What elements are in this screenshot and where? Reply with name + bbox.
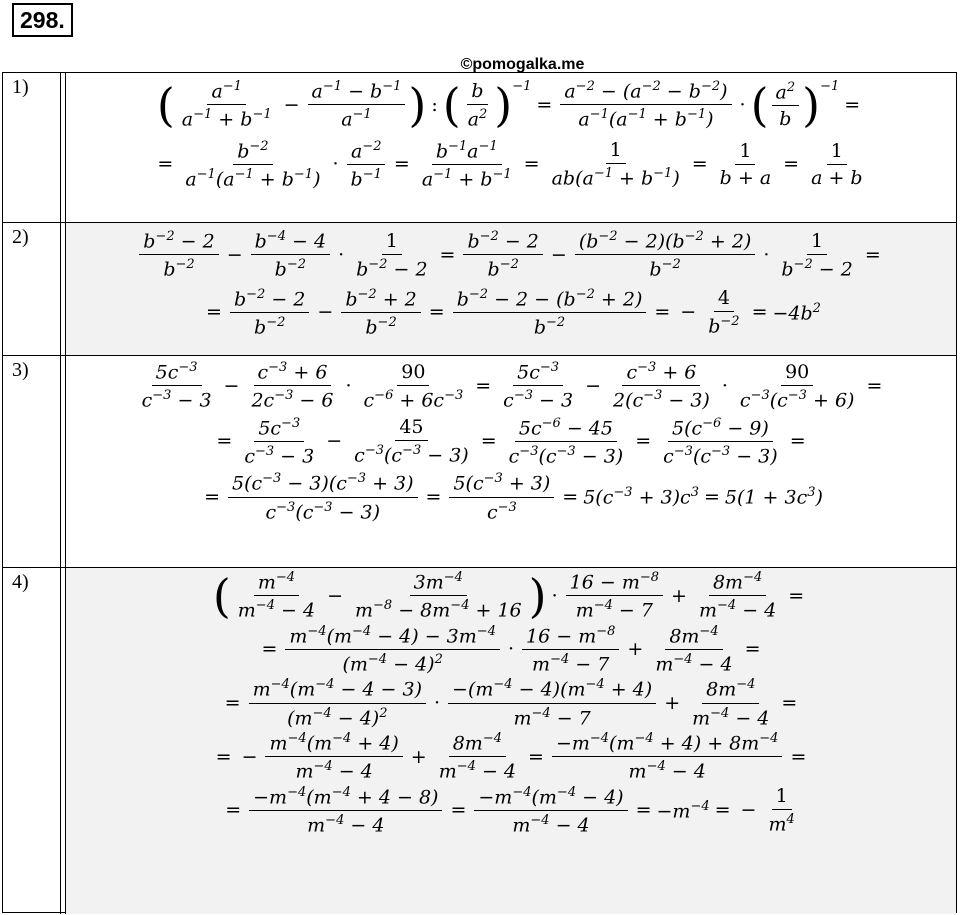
equation-line: = $\frac{b^{-2}}{a^{-1}(a^{-1} + b^{-1})}$ · $\frac{a^{-2}}{b^{-1}}$ = $\frac{b^{-1}a^{-1}}{a^{-1} + b^{-1}}$ = $\frac{1}{ab(a^{-1} + b^{-1})}$ = $\frac{1}{b + a}$ = $\frac{1}{a + b}$ xyxy=(157,138,863,191)
solution-table xyxy=(2,72,957,913)
row-content xyxy=(65,73,956,222)
exercise-number: 298. xyxy=(12,3,73,37)
equation-line: = $\frac{5c^{-3}}{c^{-3} - 3}$ − $\frac{45}{c^{-3}(c^{-3} - 3)}$ = $\frac{5c^{-6} - 45}{c^{-3}(c^{-3} - 3)}$ = $\frac{5(c^{-6} - 9)}{c^{-3}(c^{-3} - 3)}$ = xyxy=(216,415,806,468)
table-row xyxy=(3,223,956,356)
equation-line: = $\frac{b^{-2} - 2}{b^{-2}}$ − $\frac{b^{-2} + 2}{b^{-2}}$ = $\frac{b^{-2} - 2 - (b^{-2} + 2)}{b^{-2}}$ = − $\frac{4}{b^{-2}}$ = $-4b^2$ xyxy=(206,286,821,339)
equation-line: = $\frac{-m^{-4}(m^{-4} + 4 - 8)}{m^{-4} - 4}$ = $\frac{-m^{-4}(m^{-4} - 4)}{m^{-4} - 4}$ = $-m^{-4}$ = − $\frac{1}{m^4}$ xyxy=(225,784,795,837)
equation-line: = $\frac{5(c^{-3} - 3)(c^{-3} + 3)}{c^{-3}(c^{-3} - 3)}$ = $\frac{5(c^{-3} + 3)}{c^{-3}}$ = $5(c^{-3} + 3)c^3$ = $5(1 + 3c^3)$ xyxy=(204,471,823,523)
equation-line: ( $\frac{m^{-4}}{m^{-4} - 4}$ − $\frac{3m^{-4}}{m^{-8} - 8m^{-4} + 16}$ ) · $\frac{16 - m^{-8}}{m^{-4} - 7}$ + $\frac{8m^{-4}}{m^{-4} - 4}$ = xyxy=(212,568,805,623)
row-content xyxy=(65,223,956,355)
equation-line: ( $\frac{a^{-1}}{a^{-1} + b^{-1}}$ − $\frac{a^{-1} - b^{-1}}{a^{-1}}$ ) : ( $\frac{b}{a^2}$ ) $^{-1}$ = $\frac{a^{-2} - (a^{-2} - b^{-2})}{a^{-1}(a^{-1} + b^{-1})}$ · ( $\frac{a^2}{b}$ ) $^{-1}$ = xyxy=(156,77,861,132)
table-row xyxy=(3,568,956,914)
equation-line: = $\frac{m^{-4}(m^{-4} - 4 - 3)}{(m^{-4} - 4)^2}$ · $\frac{-(m^{-4} - 4)(m^{-4} + 4)}{m^{-4} - 7}$ + $\frac{8m^{-4}}{m^{-4} - 4}$ = xyxy=(224,677,798,729)
row-number: 1) xyxy=(3,73,61,222)
table-row xyxy=(3,356,956,568)
row-content xyxy=(65,356,956,567)
row-number: 3) xyxy=(3,356,61,567)
equation-line: $\frac{b^{-2} - 2}{b^{-2}}$ − $\frac{b^{-4} - 4}{b^{-2}}$ · $\frac{1}{b^{-2} - 2}$ = $\frac{b^{-2} - 2}{b^{-2}}$ − $\frac{(b^{-2} - 2)(b^{-2} + 2)}{b^{-2}}$ · $\frac{1}{b^{-2} - 2}$ = xyxy=(66,229,956,281)
table-row xyxy=(3,73,956,223)
row-number: 2) xyxy=(3,223,61,355)
row-content xyxy=(65,568,956,914)
equation-line: = − $\frac{m^{-4}(m^{-4} + 4)}{m^{-4} - 4}$ + $\frac{8m^{-4}}{m^{-4} - 4}$ = $\frac{-m^{-4}(m^{-4} + 4) + 8m^{-4}}{m^{-4} - 4}$ = xyxy=(215,730,807,783)
watermark: ©pomogalka.me xyxy=(460,56,585,73)
equation-line: = $\frac{m^{-4}(m^{-4} - 4) - 3m^{-4}}{(m^{-4} - 4)^2}$ · $\frac{16 - m^{-8}}{m^{-4} - 7}$ + $\frac{8m^{-4}}{m^{-4} - 4}$ = xyxy=(261,623,761,676)
equation-line: $\frac{5c^{-3}}{c^{-3} - 3}$ − $\frac{c^{-3} + 6}{2c^{-3} - 6}$ · $\frac{90}{c^{-6} + 6c^{-3}}$ = $\frac{5c^{-3}}{c^{-3} - 3}$ − $\frac{c^{-3} + 6}{2(c^{-3} - 3)}$ · $\frac{90}{c^{-3}(c^{-3} + 6)}$ = xyxy=(141,360,883,412)
row-number: 4) xyxy=(3,568,61,914)
